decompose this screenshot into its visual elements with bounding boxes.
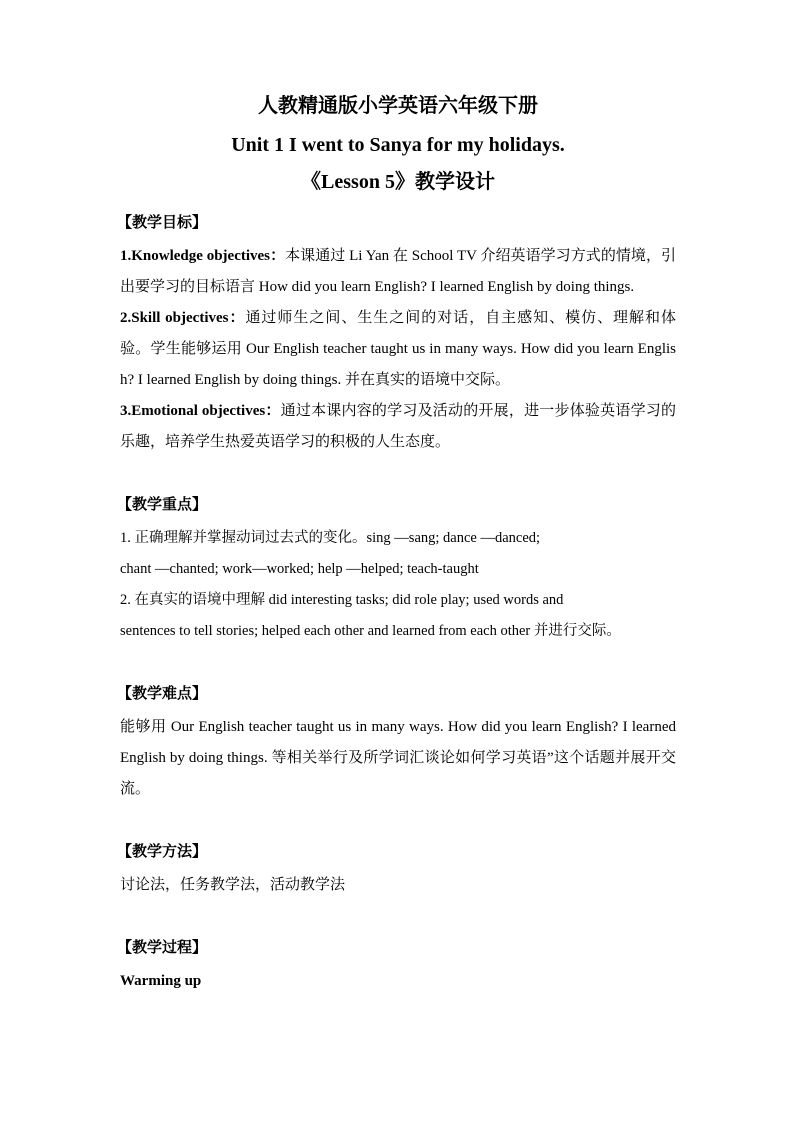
key-points-line-1: 1. 正确理解并掌握动词过去式的变化。sing —sang; dance —danced; <box>120 530 541 546</box>
document-title: 人教精通版小学英语六年级下册 <box>258 95 538 117</box>
methods-heading: 【教学方法】 <box>117 844 208 860</box>
unit-title: Unit 1 I went to Sanya for my holidays. <box>231 134 565 156</box>
objectives-heading: 【教学目标】 <box>117 215 208 231</box>
emotional-objectives-label: 3.Emotional objectives： <box>120 403 281 419</box>
emotional-objectives <box>120 396 676 458</box>
key-points-line-2: chant —chanted; work—worked; help —helped; teach-taught <box>120 561 479 577</box>
methods-text: 讨论法，任务教学法，活动教学法 <box>120 877 346 893</box>
knowledge-objectives <box>120 241 676 303</box>
skill-objectives-label: 2.Skill objectives： <box>120 310 246 326</box>
key-points-heading: 【教学重点】 <box>117 497 208 513</box>
document-page <box>117 92 677 997</box>
emotional-objectives-text: 通过本课内容的学习及活动的开展，进一步体验英语学习的乐趣，培养学生热爱英语学习的积极的人生态度。 <box>120 403 677 450</box>
key-points-line-3: 2. 在真实的语境中理解 did interesting tasks; did role play; used words and <box>120 592 564 608</box>
difficulties-text: 能够用 Our English teacher taught us in many ways. How did you learn English? I learned English by doing things. 等相关举行及所学词汇谈论如何学习英语”这个话题并展开交流。 <box>120 719 676 797</box>
lesson-title: 《Lesson 5》教学设计 <box>301 171 495 193</box>
skill-objectives-text: 通过师生之间、生生之间的对话，自主感知、模仿、理解和体验。学生能够运用 Our English teacher taught us in many ways. How did you learn English? I learned English by doing things. 并在真实的语境中交际。 <box>120 310 676 388</box>
key-points-line-4: sentences to tell stories; helped each other and learned from each other 并进行交际。 <box>120 623 621 639</box>
knowledge-objectives-label: 1.Knowledge objectives： <box>120 248 286 264</box>
process-heading: 【教学过程】 <box>117 940 208 956</box>
difficulties-heading: 【教学难点】 <box>117 686 208 702</box>
knowledge-objectives-text: 本课通过 Li Yan 在 School TV 介绍英语学习方式的情境，引出要学习的目标语言 How did you learn English? I learned English by doing things. <box>120 248 676 295</box>
warming-up-subheading: Warming up <box>120 973 202 989</box>
skill-objectives <box>120 303 676 396</box>
